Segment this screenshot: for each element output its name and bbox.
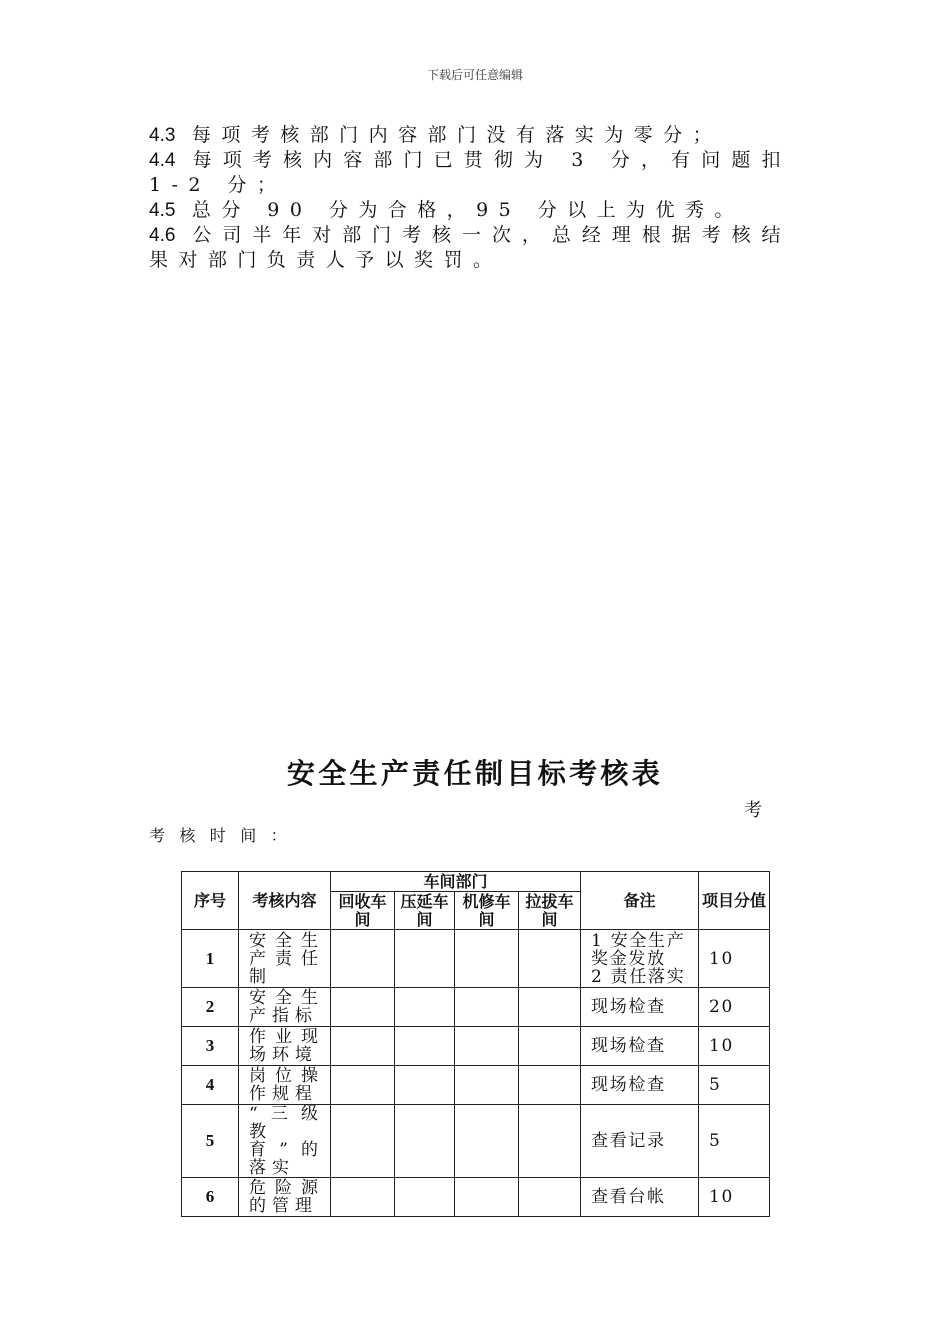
row-content: 危险源的管理: [239, 1178, 331, 1217]
clause-text: 每项考核部门内容部门没有落实为零分；: [191, 124, 723, 146]
row-remark: 查看记录: [581, 1105, 699, 1178]
cell-empty: [331, 1066, 395, 1105]
cell-empty: [455, 1066, 519, 1105]
header-dept-rolling: 压延车间: [395, 892, 455, 930]
cell-empty: [455, 1105, 519, 1178]
header-dept-drawing: 拉拔车间: [519, 892, 581, 930]
row-score: 20: [699, 988, 770, 1027]
row-content: 作业现场环境: [239, 1027, 331, 1066]
cell-empty: [519, 1027, 581, 1066]
cell-empty: [519, 988, 581, 1027]
row-score: 10: [699, 1027, 770, 1066]
table-row: [182, 1027, 770, 1066]
cell-empty: [395, 930, 455, 988]
row-content: 安全生产指标: [239, 988, 331, 1027]
cell-empty: [331, 930, 395, 988]
cell-empty: [331, 1178, 395, 1217]
paragraph-4-6: [149, 223, 791, 273]
cell-empty: [395, 988, 455, 1027]
row-score: 10: [699, 930, 770, 988]
cell-empty: [395, 1027, 455, 1066]
table-row: [182, 1066, 770, 1105]
cell-empty: [519, 1178, 581, 1217]
row-score: 5: [699, 1105, 770, 1178]
header-dept-recycle: 回收车间: [331, 892, 395, 930]
header-content: 考核内容: [239, 872, 331, 930]
row-seq: 1: [182, 930, 239, 988]
paragraph-4-3: [149, 123, 791, 148]
header-remark: 备注: [581, 872, 699, 930]
cell-empty: [519, 1066, 581, 1105]
header-dept-repair: 机修车间: [455, 892, 519, 930]
cell-empty: [331, 988, 395, 1027]
row-seq: 5: [182, 1105, 239, 1178]
clause-number: 4.6: [149, 225, 176, 246]
table-row: [182, 930, 770, 988]
row-content: 安全生产责任制: [239, 930, 331, 988]
row-seq: 4: [182, 1066, 239, 1105]
clause-number: 4.3: [149, 125, 176, 146]
assessment-table: [181, 871, 770, 1217]
cell-empty: [331, 1027, 395, 1066]
cell-empty: [455, 988, 519, 1027]
row-remark: 1 安全生产奖金发放 2 责任落实: [581, 930, 699, 988]
cell-empty: [395, 1066, 455, 1105]
cell-empty: [331, 1105, 395, 1178]
row-content: 岗位操作规程: [239, 1066, 331, 1105]
assessment-time-label: 考核时间：: [149, 826, 302, 845]
row-content: “三级教育”的落实: [239, 1105, 331, 1178]
clause-number: 4.4: [149, 150, 176, 171]
clause-text: 公司半年对部门考核一次，总经理根据考核结果对部门负责人予以奖罚。: [149, 224, 791, 271]
kao-label-right: 考: [744, 800, 762, 821]
header-dept-group: 车间部门: [331, 872, 581, 892]
row-seq: 6: [182, 1178, 239, 1217]
row-remark: 现场检查: [581, 988, 699, 1027]
header-note: 下载后可任意编辑: [426, 68, 523, 82]
cell-empty: [395, 1105, 455, 1178]
cell-empty: [455, 1027, 519, 1066]
clause-number: 4.5: [149, 200, 176, 221]
row-score: 5: [699, 1066, 770, 1105]
table-row: [182, 1178, 770, 1217]
table-row: [182, 1105, 770, 1178]
table-title: 安全生产责任制目标考核表: [286, 757, 664, 790]
row-seq: 3: [182, 1027, 239, 1066]
cell-empty: [519, 930, 581, 988]
row-seq: 2: [182, 988, 239, 1027]
header-score: 项目分值: [699, 872, 770, 930]
clause-text: 每项考核内容部门已贯彻为 3 分，有问题扣 1-2 分；: [149, 149, 791, 196]
row-remark: 查看台帐: [581, 1178, 699, 1217]
paragraph-4-4: [149, 148, 791, 198]
row-remark: 现场检查: [581, 1027, 699, 1066]
cell-empty: [455, 1178, 519, 1217]
cell-empty: [455, 930, 519, 988]
row-remark: 现场检查: [581, 1066, 699, 1105]
cell-empty: [519, 1105, 581, 1178]
paragraph-4-5: [149, 198, 791, 223]
cell-empty: [395, 1178, 455, 1217]
clause-text: 总分 90 分为合格，95 分以上为优秀。: [191, 199, 744, 221]
row-score: 10: [699, 1178, 770, 1217]
table-row: [182, 988, 770, 1027]
header-seq: 序号: [182, 872, 239, 930]
